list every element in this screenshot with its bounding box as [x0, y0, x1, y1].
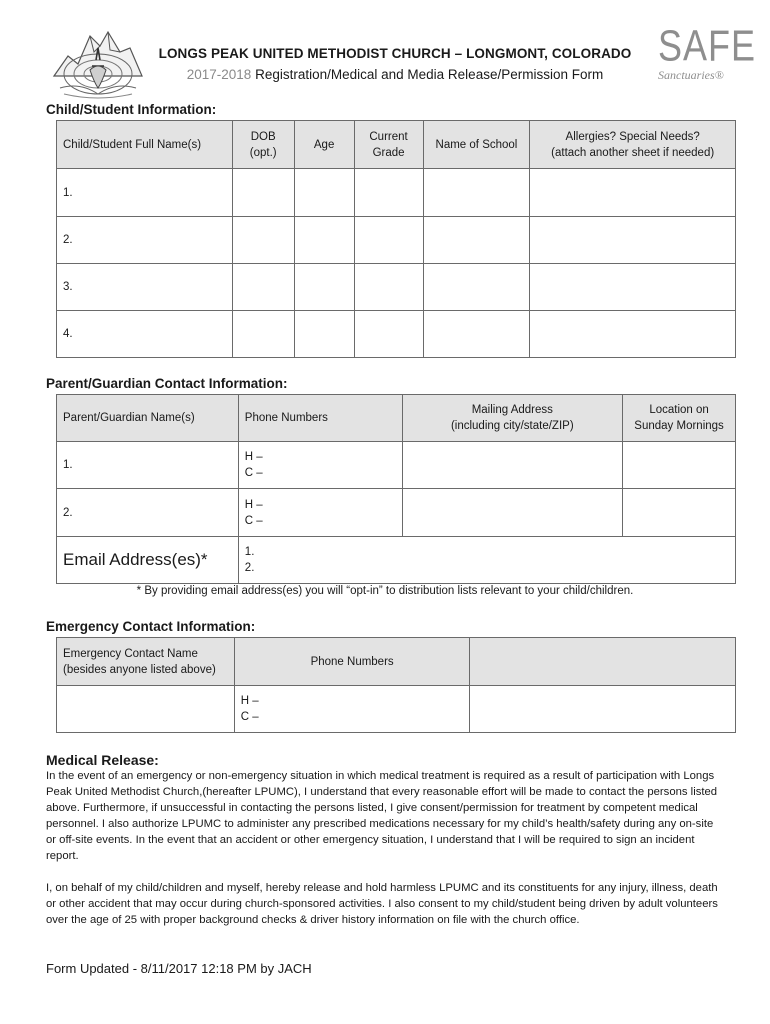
medical-release-paragraph: In the event of an emergency or non-emergency situation in which medical treatment is required as a result of participation with Longs Peak United Methodist Church,(hereafter LPUMC), I understand that every reasonable effort will be made to contact the persons listed above. Furthermore, if unsuccessful in contacting the persons listed, I give consent/permission for treatment by competent medical personnel. I also authorize LPUMC to administer any prescribed medications necessary for my child’s health/safety during any on-site or off-site events. In the event that an accident or other emergency situation, I understand that I will be required to sign an incident report. — [46, 770, 718, 862]
col-parent-name: Parent/Guardian Name(s) — [57, 395, 239, 442]
school-field[interactable] — [423, 264, 530, 311]
dob-field[interactable] — [232, 217, 294, 264]
church-logo — [50, 22, 144, 102]
email-field[interactable]: 1. 2. — [238, 537, 735, 584]
table-row — [57, 489, 736, 537]
col-dob: DOB (opt.) — [232, 121, 294, 169]
age-field[interactable] — [294, 169, 354, 217]
allergies-field[interactable] — [530, 311, 736, 358]
emergency-table-header — [57, 638, 736, 686]
school-field[interactable] — [423, 169, 530, 217]
allergies-field[interactable] — [530, 217, 736, 264]
table-row — [57, 686, 736, 733]
safe-logo-text: SAFE — [658, 20, 757, 70]
location-field[interactable] — [623, 489, 736, 537]
email-opt-in-note: * By providing email address(es) you will “opt-in” to distribution lists relevant to your child/children. — [136, 585, 634, 597]
email-label: Email Address(es)* — [57, 537, 239, 584]
parent-name-field[interactable]: 1. — [57, 442, 239, 489]
col-grade: Current Grade — [354, 121, 423, 169]
age-field[interactable] — [294, 217, 354, 264]
form-title — [150, 67, 640, 82]
form-year: 2017-2018 — [186, 67, 252, 82]
col-emergency-phone: Phone Numbers — [234, 638, 470, 686]
table-row — [57, 264, 736, 311]
parent-section-title: Parent/Guardian Contact Information: — [46, 376, 288, 391]
col-emergency-blank — [470, 638, 736, 686]
child-name-field[interactable]: 4. — [57, 311, 233, 358]
emergency-table — [56, 637, 736, 733]
grade-field[interactable] — [354, 217, 423, 264]
form-updated-footer: Form Updated - 8/11/2017 12:18 PM by JACH — [46, 961, 312, 976]
col-phone: Phone Numbers — [238, 395, 402, 442]
col-emergency-name: Emergency Contact Name (besides anyone listed above) — [57, 638, 235, 686]
table-row — [57, 442, 736, 489]
parent-table-header — [57, 395, 736, 442]
emergency-extra-field[interactable] — [470, 686, 736, 733]
child-section-title: Child/Student Information: — [46, 102, 217, 117]
mailing-address-field[interactable] — [402, 489, 623, 537]
emergency-section-title: Emergency Contact Information: — [46, 619, 256, 634]
child-name-field[interactable]: 1. — [57, 169, 233, 217]
table-row — [57, 217, 736, 264]
child-name-field[interactable]: 2. — [57, 217, 233, 264]
table-row — [57, 311, 736, 358]
phone-field[interactable]: H – C – — [238, 489, 402, 537]
dob-field[interactable] — [232, 311, 294, 358]
allergies-field[interactable] — [530, 169, 736, 217]
email-row — [57, 537, 736, 584]
grade-field[interactable] — [354, 264, 423, 311]
age-field[interactable] — [294, 311, 354, 358]
parent-table — [56, 394, 736, 584]
col-child-name: Child/Student Full Name(s) — [57, 121, 233, 169]
sanctuaries-logo-text: Sanctuaries® — [658, 68, 724, 82]
mailing-address-field[interactable] — [402, 442, 623, 489]
allergies-field[interactable] — [530, 264, 736, 311]
col-school: Name of School — [423, 121, 530, 169]
form-title-text: Registration/Medical and Media Release/Permission Form — [255, 67, 604, 82]
grade-field[interactable] — [354, 311, 423, 358]
emergency-phone-field[interactable]: H – C – — [234, 686, 470, 733]
age-field[interactable] — [294, 264, 354, 311]
table-row — [57, 169, 736, 217]
liability-release-paragraph: I, on behalf of my child/children and myself, hereby release and hold harmless LPUMC and its constituents for any injury, illness, death or other accident that may occur during church-sponsored activities. I also consent to my child/student being driven by adult volunteers over the age of 25 with proper background checks & driver history information on file with the church office. — [46, 882, 718, 926]
school-field[interactable] — [423, 217, 530, 264]
col-location: Location on Sunday Mornings — [623, 395, 736, 442]
medical-release-title: Medical Release: — [46, 752, 159, 768]
col-allergies: Allergies? Special Needs? (attach another sheet if needed) — [530, 121, 736, 169]
page-header — [150, 46, 640, 82]
safe-sanctuaries-logo — [658, 20, 757, 92]
dob-field[interactable] — [232, 169, 294, 217]
phone-field[interactable]: H – C – — [238, 442, 402, 489]
dob-field[interactable] — [232, 264, 294, 311]
emergency-name-field[interactable] — [57, 686, 235, 733]
col-mailing-address: Mailing Address (including city/state/ZIP) — [402, 395, 623, 442]
school-field[interactable] — [423, 311, 530, 358]
grade-field[interactable] — [354, 169, 423, 217]
parent-name-field[interactable]: 2. — [57, 489, 239, 537]
child-table-header — [57, 121, 736, 169]
col-age: Age — [294, 121, 354, 169]
location-field[interactable] — [623, 442, 736, 489]
child-table — [56, 120, 736, 358]
child-name-field[interactable]: 3. — [57, 264, 233, 311]
church-name: LONGS PEAK UNITED METHODIST CHURCH – LONGMONT, COLORADO — [158, 46, 632, 61]
